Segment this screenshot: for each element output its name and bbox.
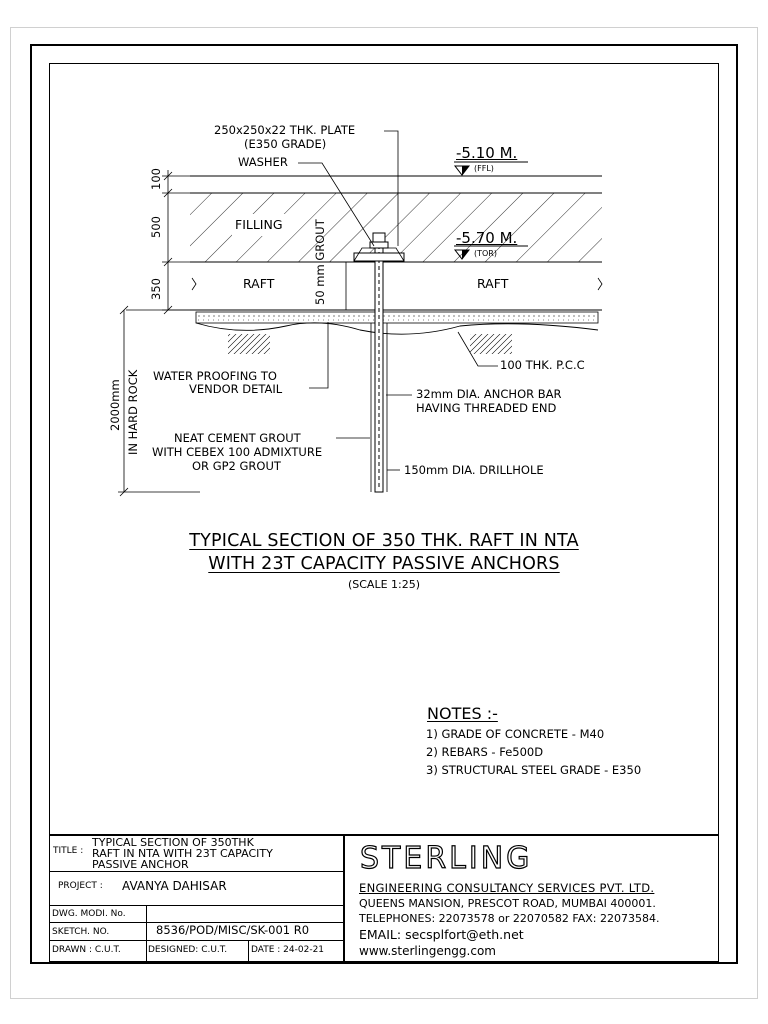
grout-label-2: WITH CEBEX 100 ADMIXTURE: [152, 445, 323, 459]
plate-grade-label: (E350 GRADE): [244, 137, 327, 151]
leader-lines: [298, 131, 498, 470]
company-website[interactable]: www.sterlingengg.com: [359, 944, 496, 958]
grout-label-3: OR GP2 GROUT: [192, 459, 281, 473]
company-phones: TELEPHONES: 22073578 or 22070582 FAX: 22073584.: [359, 912, 660, 925]
note-item: 3) STRUCTURAL STEEL GRADE - E350: [426, 763, 642, 777]
designed-by: DESIGNED: C.U.T.: [148, 945, 228, 955]
tb-line: [49, 940, 343, 941]
tor-level-value: -5.70 M.: [456, 229, 518, 247]
anchor-bar-label-2: HAVING THREADED END: [416, 401, 557, 415]
tb-line: [49, 905, 343, 906]
sketch-value: 8536/POD/MISC/SK-001 R0: [156, 923, 310, 937]
dim-350-label: 350: [149, 278, 163, 300]
title-line-1: TYPICAL SECTION OF 350THK: [92, 836, 254, 849]
drawing-date: DATE : 24-02-21: [251, 945, 325, 955]
dim-100-label: 100: [149, 168, 163, 190]
note-item: 2) REBARS - Fe500D: [426, 745, 544, 759]
filling-label: FILLING: [235, 217, 283, 232]
drawn-by: DRAWN : C.U.T.: [52, 945, 121, 955]
raft-label-right: RAFT: [477, 276, 509, 291]
title-line-2: RAFT IN NTA WITH 23T CAPACITY: [92, 847, 273, 860]
drillhole-label: 150mm DIA. DRILLHOLE: [404, 463, 544, 477]
anchor-bar-label-1: 32mm DIA. ANCHOR BAR: [416, 387, 562, 401]
company-logo-text: STERLING: [360, 841, 533, 876]
raft-label-left: RAFT: [243, 276, 275, 291]
section-scale: (SCALE 1:25): [347, 578, 421, 591]
title-line-3: PASSIVE ANCHOR: [92, 858, 189, 871]
section-title-line-1: TYPICAL SECTION OF 350 THK. RAFT IN NTA: [189, 531, 579, 551]
grout-label-1: NEAT CEMENT GROUT: [174, 431, 301, 445]
pcc-label: 100 THK. P.C.C: [500, 358, 585, 372]
note-item: 1) GRADE OF CONCRETE - M40: [426, 727, 605, 741]
company-name: ENGINEERING CONSULTANCY SERVICES PVT. LTD.: [359, 881, 655, 895]
ffl-level-value: -5.10 M.: [456, 144, 518, 162]
company-address: QUEENS MANSION, PRESCOT ROAD, MUMBAI 400001.: [359, 897, 656, 910]
tor-level-tag: (TOR): [474, 249, 497, 258]
rock-depth-label: 2000mm: [108, 379, 122, 431]
tb-line: [146, 905, 147, 962]
project-value: AVANYA DAHISAR: [122, 879, 227, 893]
hard-rock-label: IN HARD ROCK: [126, 369, 140, 455]
pcc-layer: [196, 312, 598, 334]
dwg-modi-label: DWG. MODI. No.: [52, 909, 126, 919]
tb-line: [248, 940, 249, 962]
sketch-label: SKETCH. NO.: [52, 927, 110, 937]
ffl-level-tag: (FFL): [474, 164, 494, 173]
washer-label: WASHER: [238, 155, 288, 169]
section-title-line-2: WITH 23T CAPACITY PASSIVE ANCHORS: [208, 554, 560, 574]
company-email: EMAIL: secsplfort@eth.net: [359, 927, 524, 942]
waterproofing-label-2: VENDOR DETAIL: [189, 382, 283, 396]
title-label: TITLE :: [53, 846, 84, 856]
tb-line: [49, 871, 343, 872]
title-block-divider: [343, 834, 345, 962]
dim-500-label: 500: [149, 216, 163, 238]
grout-thickness-label: 50 mm GROUT: [313, 219, 327, 305]
plate-label: 250x250x22 THK. PLATE: [214, 123, 356, 137]
anchor-bar: [371, 236, 387, 492]
project-label: PROJECT :: [58, 881, 103, 891]
waterproofing-label-1: WATER PROOFING TO: [153, 369, 277, 383]
notes-heading: NOTES :-: [427, 704, 498, 723]
